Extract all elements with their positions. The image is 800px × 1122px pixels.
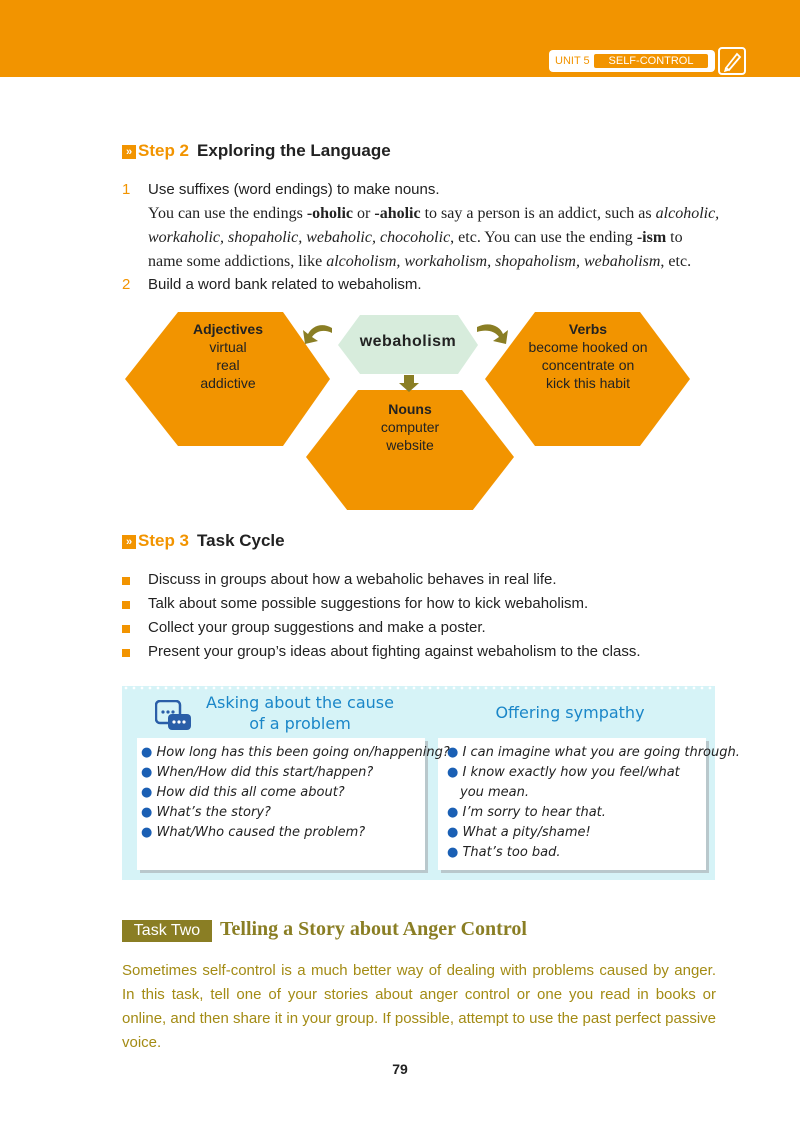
nouns-title: Nouns	[388, 401, 432, 417]
unit-tab	[549, 50, 715, 72]
item1-line1: Use suffixes (word endings) to make nouns.	[148, 181, 440, 198]
step2-heading	[122, 141, 391, 161]
adjective-item: addictive	[200, 375, 256, 391]
list-item: ● What a pity/shame!	[447, 825, 591, 840]
item-number-1: 1	[122, 181, 131, 198]
item1-line2: You can use the endings -oholic or -aholic to say a person is an addict, such as alcoholic,	[148, 205, 720, 222]
item1-line3: workaholic, shopaholic, webaholic, chocoholic, etc. You can use the ending -ism to	[148, 229, 683, 246]
list-item: ● When/How did this start/happen?	[141, 765, 374, 780]
list-item: Discuss in groups about how a webaholic behaves in real life.	[148, 571, 557, 588]
noun-item: computer	[380, 419, 440, 435]
task-two-tag: Task Two	[122, 920, 212, 942]
arrow-down-icon	[399, 375, 419, 392]
square-bullet-icon	[122, 601, 130, 609]
task-two-paragraph: Sometimes self-control is a much better way of dealing with problems caused by anger. In this task, tell one of your stories about anger control or one you read in books or online, and then share it in your group. If possible, attempt to use the past perfect passive voice.	[122, 962, 716, 1051]
adjective-item: real	[216, 357, 240, 373]
pen-icon	[718, 47, 746, 75]
verb-item: become hooked on	[528, 339, 648, 355]
step2-label: Step 2	[138, 141, 190, 160]
item1-line4: name some addictions, like alcoholism, workaholism, shopaholism, webaholism, etc.	[148, 253, 692, 270]
square-bullet-icon	[122, 649, 130, 657]
list-item: ● That’s too bad.	[447, 845, 561, 860]
list-item: ● I can imagine what you are going through.	[447, 745, 740, 760]
list-item: ● What/Who caused the problem?	[141, 825, 366, 840]
list-item-continuation: you mean.	[460, 785, 530, 800]
list-item: Present your group’s ideas about fighting against webaholism to the class.	[148, 643, 641, 660]
step2-title: Exploring the Language	[197, 141, 391, 160]
item2-text: Build a word bank related to webaholism.	[148, 276, 422, 293]
unit-label: UNIT 5	[555, 55, 590, 67]
square-bullet-icon	[122, 577, 130, 585]
adjectives-title: Adjectives	[192, 321, 264, 337]
dotted-border	[122, 686, 715, 690]
arrow-left-icon	[303, 325, 332, 344]
list-item: ● How long has this been going on/happening?	[141, 745, 450, 760]
list-item: ● I know exactly how you feel/what	[447, 765, 680, 780]
step3-title: Task Cycle	[197, 531, 285, 550]
center-word: webaholism	[359, 333, 457, 350]
adjective-item: virtual	[209, 339, 247, 355]
list-item: Collect your group suggestions and make a poster.	[148, 619, 486, 636]
adjectives-box	[168, 320, 288, 392]
chevron-right-icon: »	[122, 145, 136, 159]
arrow-right-icon	[477, 324, 508, 344]
section-label: SELF-CONTROL	[594, 54, 708, 68]
step3-heading	[122, 531, 285, 551]
verb-item: concentrate on	[541, 357, 635, 373]
chevron-right-icon: »	[122, 535, 136, 549]
list-item: ● What’s the story?	[141, 805, 271, 820]
task-two-title: Telling a Story about Anger Control	[220, 918, 527, 940]
verbs-box	[518, 320, 658, 392]
noun-item: website	[386, 437, 434, 453]
verbs-title: Verbs	[568, 321, 608, 337]
verb-item: kick this habit	[545, 375, 631, 391]
left-box-title: Asking about the cause of a problem	[206, 693, 394, 733]
list-item: Talk about some possible suggestions for how to kick webaholism.	[148, 595, 589, 612]
list-item: ● How did this all come about?	[141, 785, 345, 800]
step3-label: Step 3	[138, 531, 190, 550]
chat-icon	[155, 700, 193, 734]
nouns-box	[350, 400, 470, 454]
page-number: 79	[392, 1061, 408, 1077]
right-box-title: Offering sympathy	[495, 703, 645, 722]
item-number-2: 2	[122, 276, 131, 293]
list-item: ● I’m sorry to hear that.	[447, 805, 606, 820]
square-bullet-icon	[122, 625, 130, 633]
